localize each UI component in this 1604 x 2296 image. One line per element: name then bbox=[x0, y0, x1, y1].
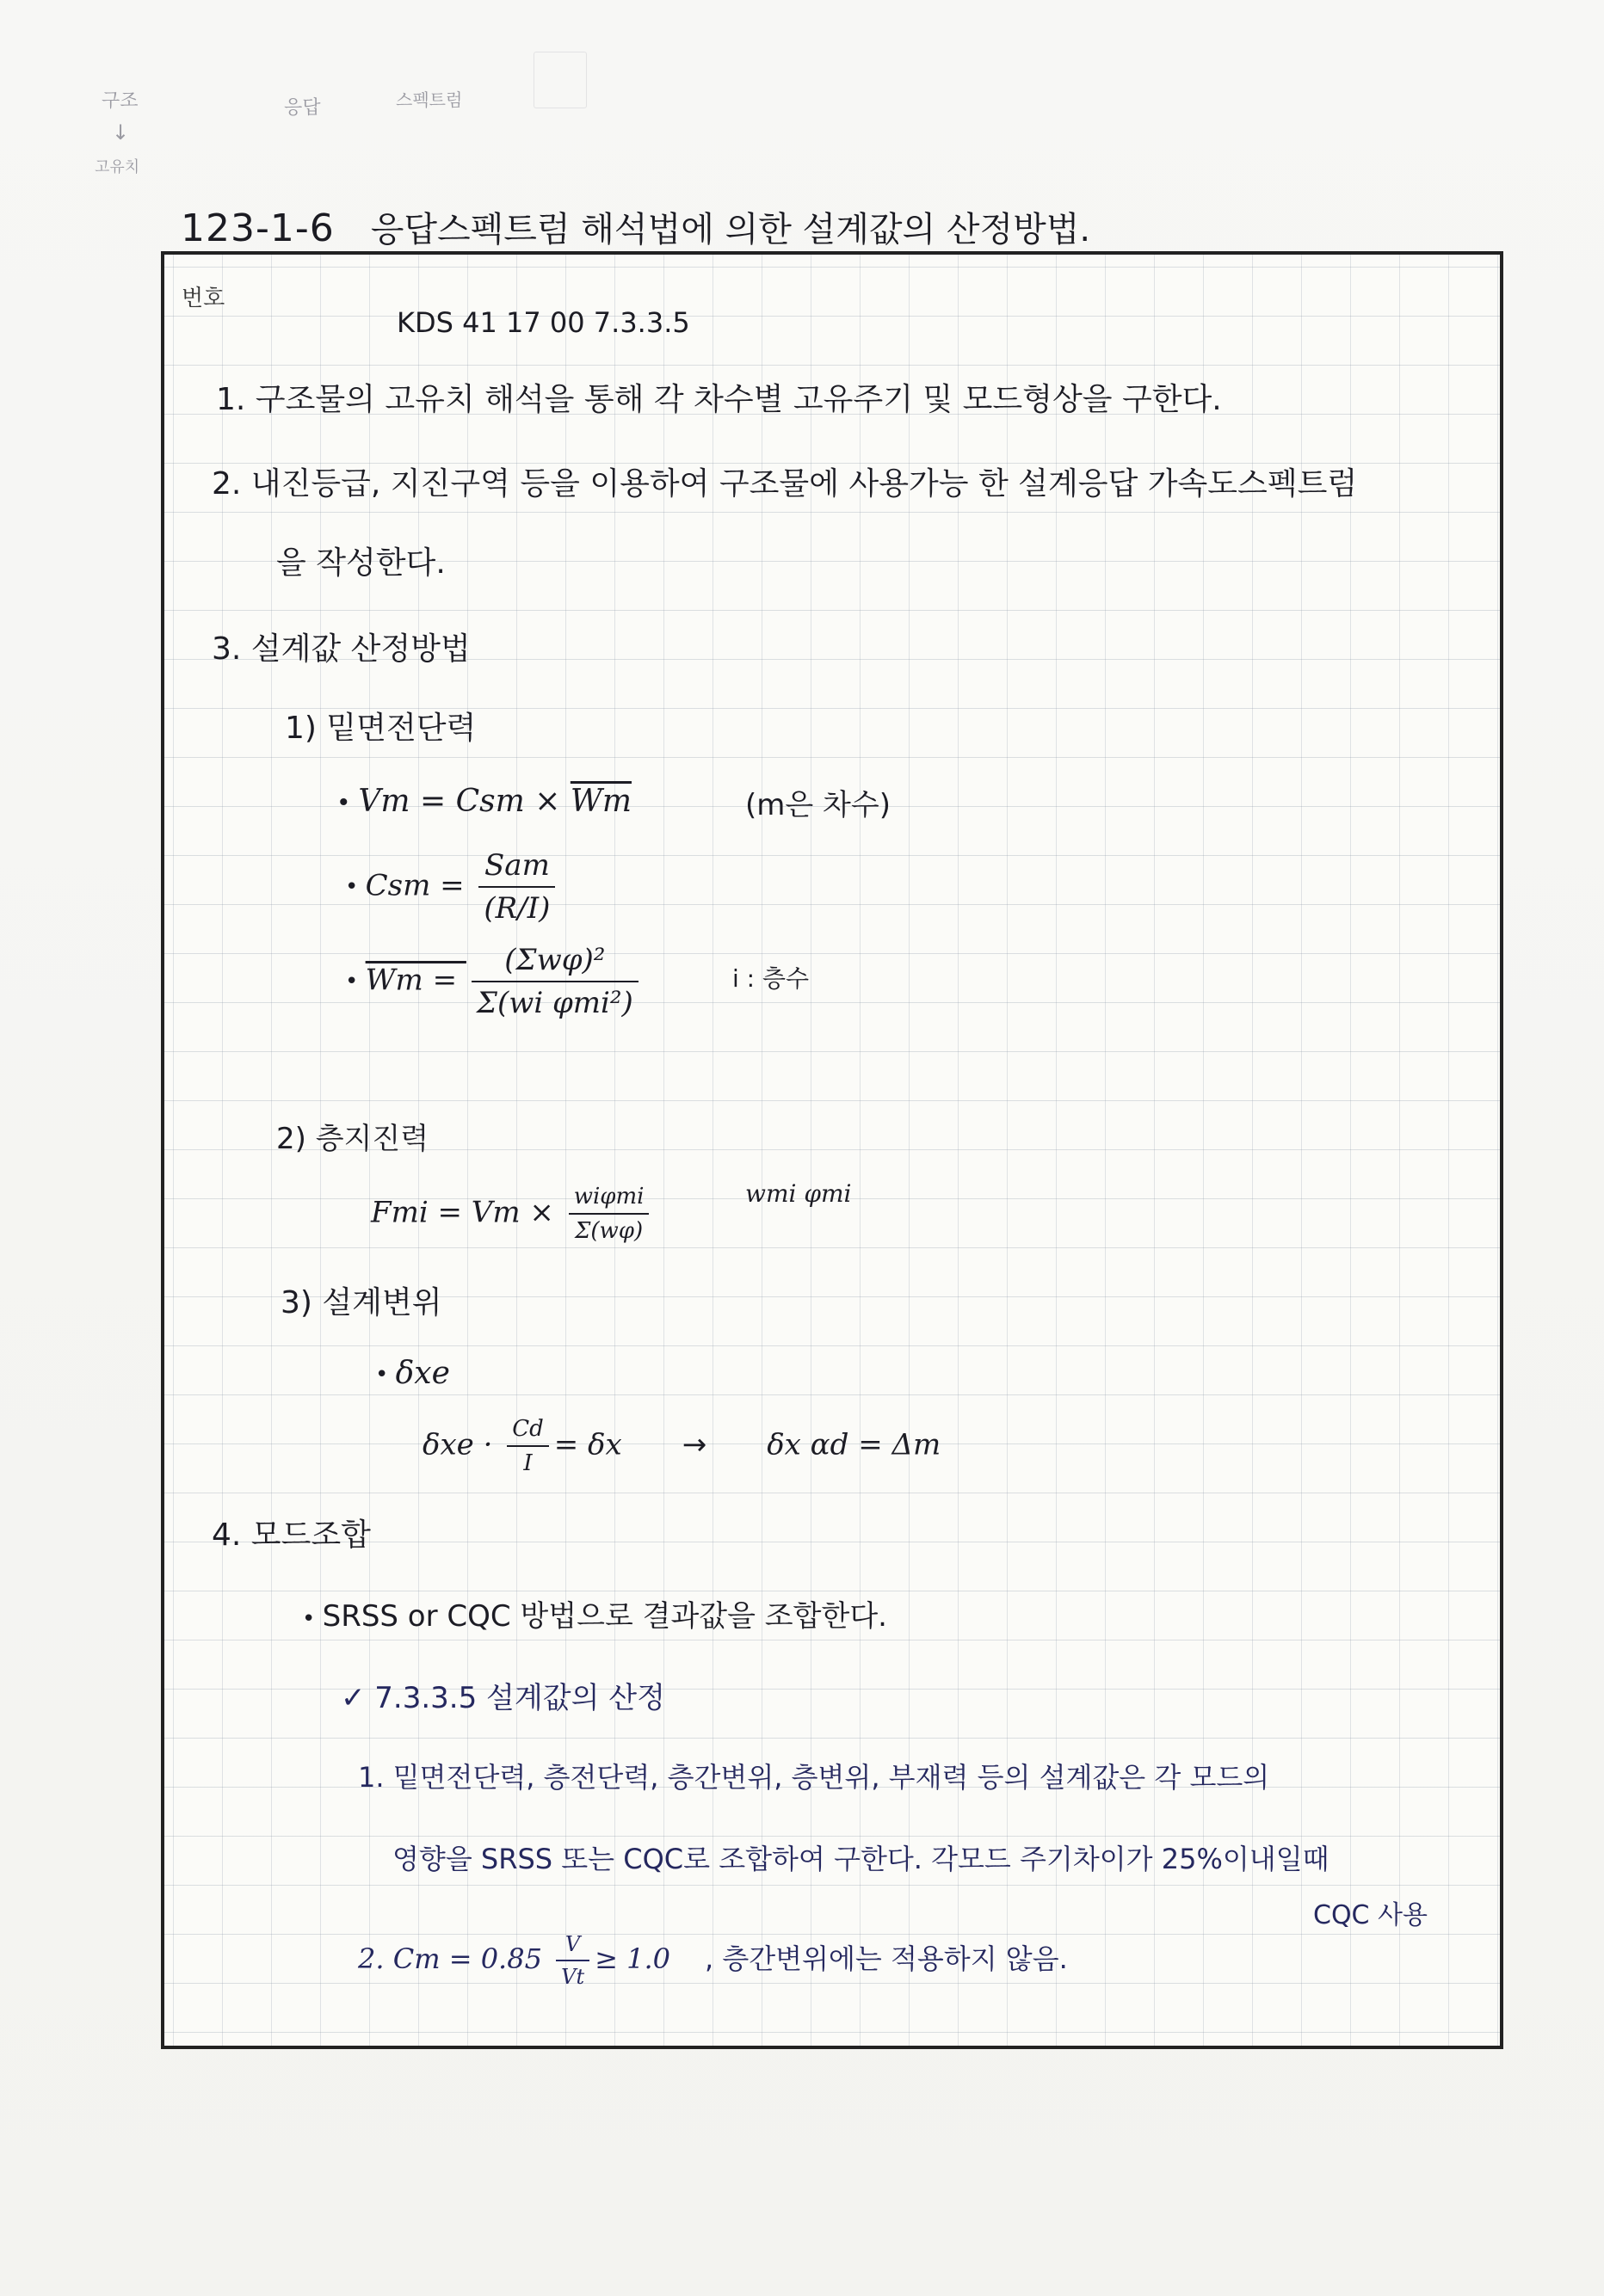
equation-dxe: • δxe bbox=[375, 1356, 450, 1391]
eq-fmi-numerator: wiφmi bbox=[569, 1184, 650, 1215]
mode-combination-sentence: SRSS or CQC 방법으로 결과값을 조합한다. bbox=[322, 1599, 887, 1634]
check-1-line-1: 1. 밑면전단력, 층전단력, 층간변위, 층변위, 부재력 등의 설계값은 각 모드의 bbox=[358, 1761, 1270, 1794]
box-label-number: 번호 bbox=[182, 286, 225, 311]
check-1-line-2: 영향을 SRSS 또는 CQC로 조합하여 구한다. 각모드 주기차이가 25%이내일때 bbox=[392, 1843, 1329, 1875]
item-2-line-2: 을 작성한다. bbox=[276, 545, 446, 581]
eq-vm-note: (m은 차수) bbox=[745, 788, 891, 822]
eq-wm-note: i : 층수 bbox=[732, 964, 810, 993]
mode-combination-text: • SRSS or CQC 방법으로 결과값을 조합한다. bbox=[302, 1599, 887, 1634]
equation-wm: • Wm = $\frac{\text{(Σwφ)²}}{\text{Σ(wi φmi²)}}$ bbox=[345, 943, 644, 1020]
eq-csm-denominator: (R/I) bbox=[484, 891, 551, 926]
page-header bbox=[181, 202, 1090, 251]
eq-wm-numerator: (Σwφ)² bbox=[472, 943, 639, 982]
check-2-denominator: Vt bbox=[561, 1965, 585, 1989]
margin-note-structure: 구조 bbox=[102, 90, 139, 112]
eq-vm-wm: $\overline{Wm}$ bbox=[570, 784, 632, 819]
item-4-mode-combination: 4. 모드조합 bbox=[212, 1517, 371, 1553]
equation-csm: • Csm = $\frac{\text{Sam}}{(R/I)}$ bbox=[345, 848, 560, 926]
item-3-heading: 3. 설계값 산정방법 bbox=[212, 631, 471, 667]
check-2-rhs: ≥ 1.0 bbox=[595, 1942, 670, 1975]
check-2-note: , 층간변위에는 적용하지 않음. bbox=[704, 1942, 1068, 1975]
item-1: 1. 구조물의 고유치 해석을 통해 각 차수별 고유주기 및 모드형상을 구한다. bbox=[216, 382, 1222, 417]
margin-note-eigen: 고유치 bbox=[95, 158, 140, 176]
check-2-lhs: 2. Cm = 0.85 bbox=[358, 1942, 552, 1975]
margin-note-spectrum: 스펙트럼 bbox=[396, 89, 463, 110]
eq-csm-numerator: Sam bbox=[478, 848, 555, 888]
eq-fmi-denominator: Σ(wφ) bbox=[575, 1218, 644, 1244]
equation-vm: • Vm = Csm × $\overline{Wm}$ bbox=[336, 784, 632, 819]
sub-2-story-force: 2) 층지진력 bbox=[276, 1122, 429, 1156]
eq-disp-denominator: I bbox=[523, 1450, 533, 1476]
item-2-line-1: 2. 내진등급, 지진구역 등을 이용하여 구조물에 사용가능 한 설계응답 가속도스펙트럼 bbox=[212, 466, 1358, 502]
eq-disp-mid: = δx bbox=[553, 1427, 622, 1462]
check-2-equation bbox=[358, 1932, 1068, 1989]
eq-wm-denominator: Σ(wi φmi²) bbox=[476, 986, 633, 1020]
eq-disp-rhs: δx αd = Δm bbox=[767, 1427, 941, 1462]
check-heading: ✓ 7.3.3.5 설계값의 산정 bbox=[341, 1681, 665, 1715]
eq-csm-lhs: Csm = bbox=[365, 868, 474, 903]
eq-disp-lhs: δxe · bbox=[423, 1427, 503, 1462]
note-box bbox=[161, 251, 1503, 2049]
eq-fmi-lhs: Fmi = Vm × bbox=[371, 1195, 564, 1230]
check-1-line-3: CQC 사용 bbox=[1313, 1900, 1428, 1930]
eq-vm-lhs: Vm = Csm × bbox=[358, 784, 571, 819]
page-title: 응답스펙트럼 해석법에 의한 설계값의 산정방법. bbox=[371, 210, 1090, 253]
problem-number: 123-1-6 bbox=[181, 206, 335, 250]
eq-fmi-note: wmi φmi bbox=[745, 1179, 852, 1208]
eq-disp-numerator: Cd bbox=[507, 1416, 549, 1447]
eq-wm-lhs: Wm = bbox=[365, 963, 466, 998]
equation-displacement bbox=[423, 1416, 941, 1476]
equation-fmi bbox=[371, 1184, 654, 1244]
eq-dxe: δxe bbox=[395, 1356, 450, 1391]
margin-note-arrow: ↓ bbox=[112, 120, 130, 145]
sub-3-design-displacement: 3) 설계변위 bbox=[281, 1285, 442, 1320]
code-reference: KDS 41 17 00 7.3.3.5 bbox=[397, 306, 690, 339]
pencil-sketch bbox=[534, 52, 587, 108]
check-2-numerator: V bbox=[556, 1932, 589, 1961]
eq-disp-arrow: → bbox=[682, 1427, 707, 1462]
margin-note-response: 응답 bbox=[284, 97, 321, 119]
sub-1-base-shear: 1) 밑면전단력 bbox=[285, 711, 477, 746]
